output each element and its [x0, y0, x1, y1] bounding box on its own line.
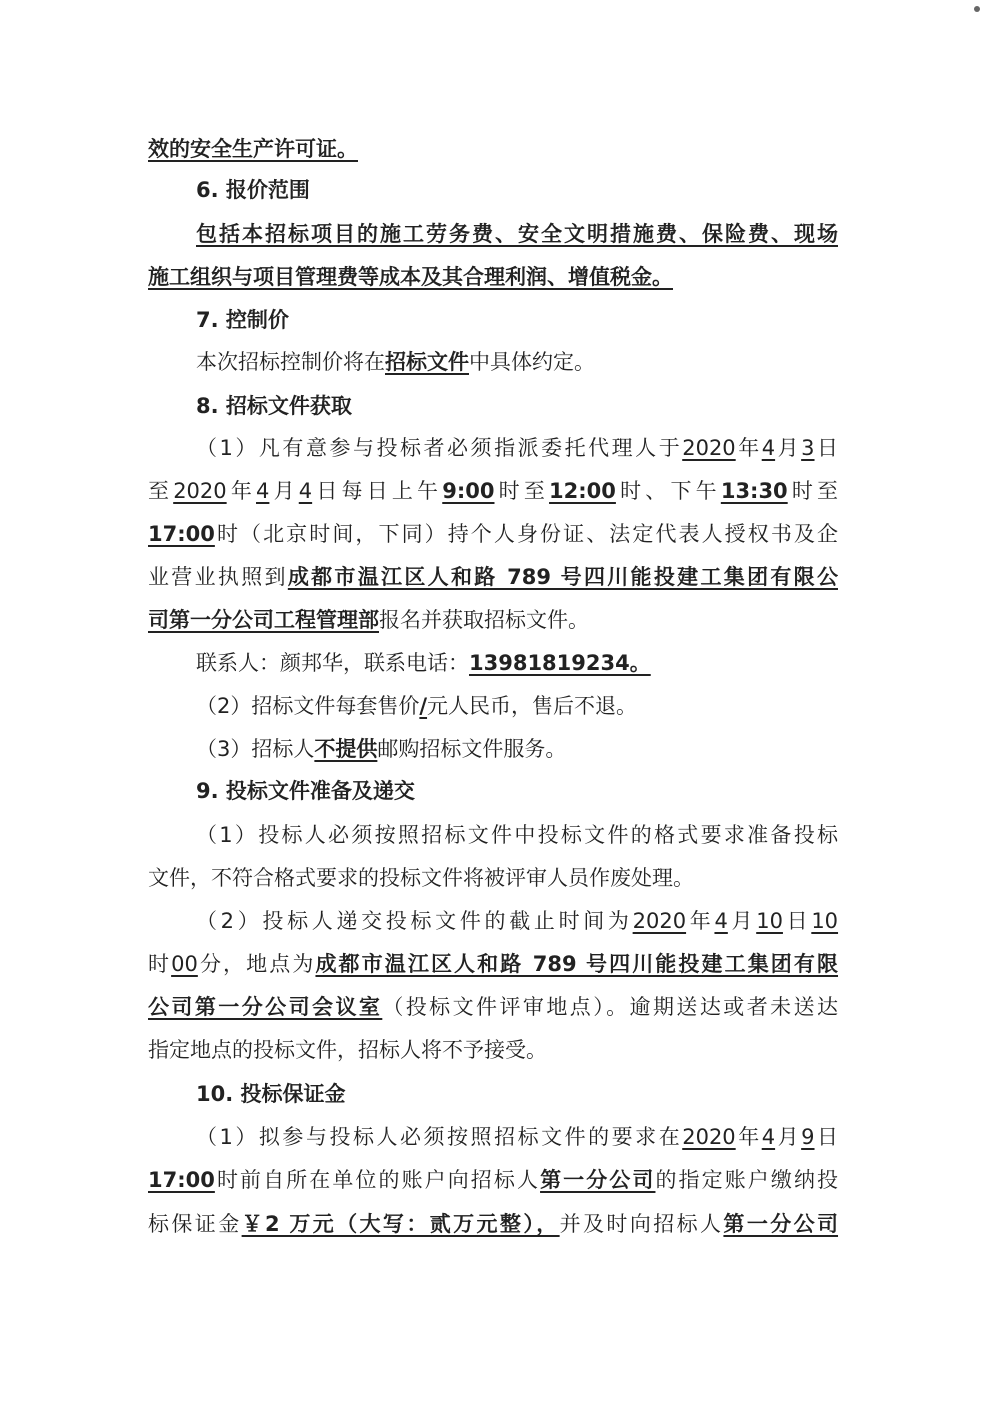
line-bond-1: （1）拟参与投标人必须按照招标文件的要求在2020年4月9日: [196, 1125, 839, 1149]
line-obtain-4: 业营业执照到成都市温江区人和路 789 号四川能投建工集团有限公: [148, 565, 838, 589]
line-bond-3: 标保证金￥2 万元（大写：贰万元整），并及时向招标人第一分公司: [148, 1212, 839, 1236]
line-submission-5: 公司第一分公司会议室（投标文件评审地点）。逾期送达或者未送达: [148, 995, 839, 1019]
line-submission-4: 时00分，地点为成都市温江区人和路 789 号四川能投建工集团有限: [148, 952, 839, 976]
line-license: 效的安全生产许可证。: [148, 137, 358, 161]
line-mail-service: （3）招标人不提供邮购招标文件服务。: [196, 737, 567, 761]
line-obtain-1: （1）凡有意参与投标者必须指派委托代理人于2020年4月3日: [196, 436, 839, 460]
scan-dot: [974, 6, 980, 12]
heading-quote-scope: 6. 报价范围: [196, 178, 310, 202]
line-contact: 联系人：颜邦华，联系电话：13981819234。: [196, 651, 651, 675]
line-submission-6: 指定地点的投标文件，招标人将不予接受。: [148, 1038, 547, 1062]
line-control-price: 本次招标控制价将在招标文件中具体约定。: [196, 350, 595, 374]
heading-obtain-docs: 8. 招标文件获取: [196, 394, 352, 418]
line-obtain-5: 司第一分公司工程管理部报名并获取招标文件。: [148, 608, 589, 632]
line-scope-2: 施工组织与项目管理费等成本及其合理利润、增值税金。: [148, 265, 673, 289]
heading-bid-bond: 10. 投标保证金: [196, 1082, 346, 1106]
line-submission-2: 文件，不符合格式要求的投标文件将被评审人员作废处理。: [148, 866, 694, 890]
line-obtain-3: 17:00时（北京时间，下同）持个人身份证、法定代表人授权书及企: [148, 522, 838, 546]
line-price-per-set: （2）招标文件每套售价/元人民币，售后不退。: [196, 694, 638, 718]
line-bond-2: 17:00时前自所在单位的账户向招标人第一分公司的指定账户缴纳投: [148, 1168, 839, 1192]
line-scope-1: 包括本招标项目的施工劳务费、安全文明措施费、保险费、现场: [196, 222, 838, 246]
heading-control-price: 7. 控制价: [196, 308, 289, 332]
line-obtain-2: 至2020年4月4日每日上午9:00时至12:00时、下午13:30时至: [148, 479, 839, 503]
line-submission-1: （1）投标人必须按照招标文件中投标文件的格式要求准备投标: [196, 823, 838, 847]
line-submission-3: （2）投标人递交投标文件的截止时间为2020年4月10日10: [196, 909, 839, 933]
heading-bid-submission: 9. 投标文件准备及递交: [196, 779, 415, 803]
